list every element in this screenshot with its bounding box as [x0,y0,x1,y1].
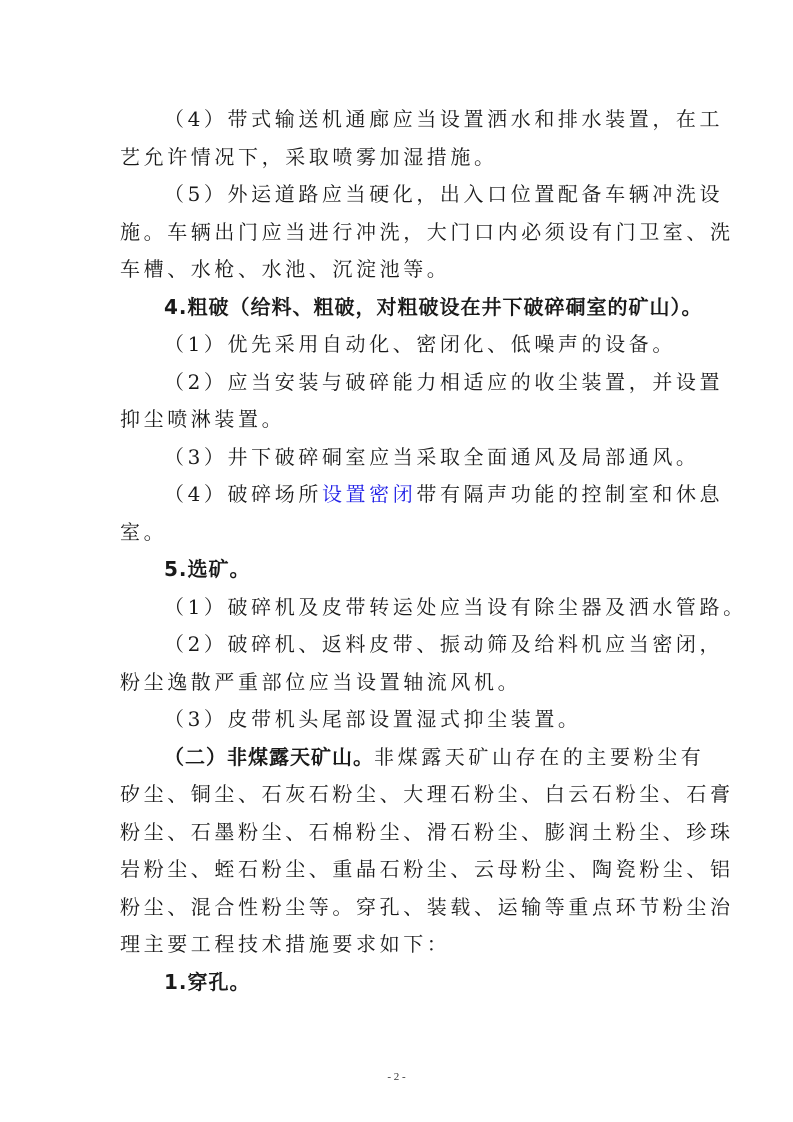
text-line: （5）外运道路应当硬化，出入口位置配备车辆冲洗设 [164,182,724,206]
text-line: 岩粉尘、蛭石粉尘、重晶石粉尘、云母粉尘、陶瓷粉尘、铝 [120,857,734,881]
text-line: （3）井下破碎硐室应当采取全面通风及局部通风。 [164,444,700,469]
text-line: 抑尘喷淋装置。 [120,407,286,431]
text-line: （2）应当安装与破碎能力相适应的收尘装置，并设置 [164,369,724,394]
text-line: 艺允许情况下，采取喷雾加湿措施。 [120,144,498,169]
text-line: 施。车辆出门应当进行冲洗，大门口内必须设有门卫室、洗 [120,219,734,244]
highlighted-text: 设置密闭 [321,482,417,506]
text-line: 理主要工程技术措施要求如下： [120,932,451,956]
text-line [120,739,705,777]
text-line: 粉尘、混合性粉尘等。穿孔、装载、运输等重点环节粉尘治 [120,894,734,919]
text-line: 车槽、水枪、水池、沉淀池等。 [120,257,451,281]
section-lead-bold: （二）非煤露天矿山。 [164,744,374,769]
section-heading-4: 4.粗破（给料、粗破，对粗破设在井下破碎硐室的矿山）。 [164,294,703,319]
text-line: 粉尘、石墨粉尘、石棉粉尘、滑石粉尘、膨润土粉尘、珍珠 [120,819,734,844]
section-heading-5: 5.选矿。 [164,557,251,581]
text-line: 粉尘逸散严重部位应当设置轴流风机。 [120,669,522,694]
text-segment: 带有隔声功能的控制室和休息 [416,482,724,506]
section-heading-1: 1.穿孔。 [164,969,251,994]
text-line: （3）皮带机头尾部设置湿式抑尘装置。 [164,707,582,731]
text-segment: （4）破碎场所 [164,482,322,506]
text-line [120,476,724,514]
text-line: （1）优先采用自动化、密闭化、低噪声的设备。 [164,332,676,356]
page-number: - 2 - [387,1071,406,1083]
text-line: （4）带式输送机通廊应当设置洒水和排水装置，在工 [164,107,724,131]
text-line: （2）破碎机、返料皮带、振动筛及给料机应当密闭， [164,632,724,656]
text-line: （1）破碎机及皮带转运处应当设有除尘器及洒水管路。 [164,594,747,619]
document-page [120,101,747,1001]
text-line: 室。 [120,519,168,544]
text-line: 矽尘、铜尘、石灰石粉尘、大理石粉尘、白云石粉尘、石膏 [120,782,734,806]
text-segment: 非煤露天矿山存在的主要粉尘有 [374,744,705,769]
